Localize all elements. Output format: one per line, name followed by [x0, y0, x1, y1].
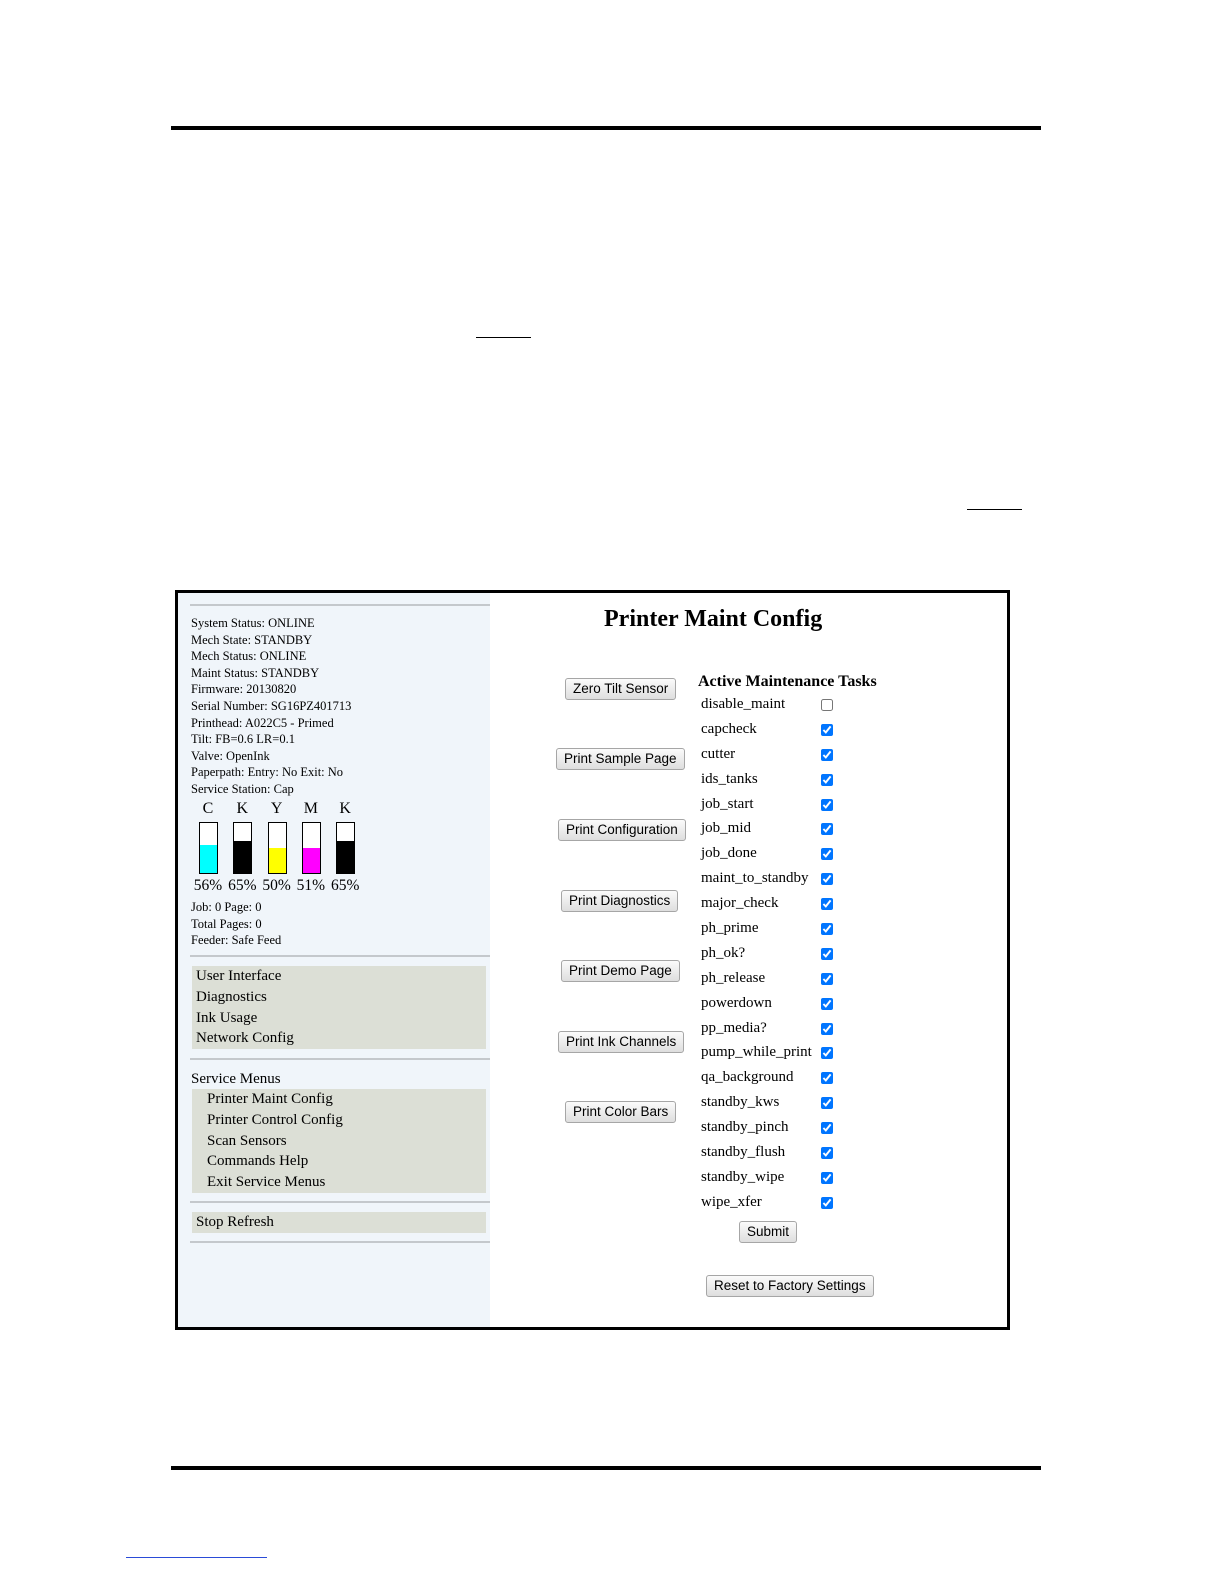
- sidebar-divider: [190, 604, 490, 606]
- task-row: [701, 817, 841, 842]
- task-row: [701, 718, 841, 743]
- ink-percent: 65%: [228, 877, 257, 894]
- task-label: powerdown: [701, 994, 772, 1011]
- task-checkbox[interactable]: [821, 1047, 833, 1059]
- ink-level-fill: [269, 848, 286, 873]
- task-label: ph_ok?: [701, 944, 746, 961]
- status-line: Mech State: STANDBY: [191, 632, 313, 647]
- task-label: cutter: [701, 745, 736, 762]
- ink-letter: M: [303, 800, 318, 817]
- ink-level-fill: [200, 845, 217, 873]
- task-row: [701, 842, 841, 867]
- text-underline: [967, 509, 1022, 510]
- task-label: pp_media?: [701, 1019, 767, 1036]
- task-row: [701, 1166, 841, 1191]
- status-line: Firmware: 20130820: [191, 682, 297, 697]
- task-label: job_start: [701, 795, 754, 812]
- ink-tank: [199, 822, 218, 874]
- task-label: job_done: [701, 845, 757, 862]
- task-row: [701, 1116, 841, 1141]
- task-checkbox[interactable]: [821, 774, 833, 786]
- task-row: [701, 892, 841, 917]
- ink-letter: K: [236, 800, 249, 817]
- task-checkbox[interactable]: [821, 699, 833, 711]
- task-row: [701, 793, 841, 818]
- task-row: [701, 942, 841, 967]
- task-checkbox[interactable]: [821, 998, 833, 1010]
- task-checkbox[interactable]: [821, 1122, 833, 1134]
- ink-level-fill: [234, 841, 251, 874]
- task-label: maint_to_standby: [701, 870, 809, 887]
- task-checkbox[interactable]: [821, 749, 833, 761]
- task-label: disable_maint: [701, 696, 786, 712]
- task-label: ph_release: [701, 969, 766, 986]
- task-checkbox[interactable]: [821, 1197, 833, 1209]
- task-checkbox[interactable]: [821, 1097, 833, 1109]
- stop-refresh-link[interactable]: Stop Refresh: [196, 1214, 274, 1230]
- sidebar-divider: [190, 1241, 490, 1243]
- submit-button[interactable]: Submit: [739, 1221, 797, 1243]
- task-label: wipe_xfer: [701, 1193, 762, 1210]
- task-label: standby_flush: [701, 1144, 786, 1161]
- print-sample-page-button[interactable]: Print Sample Page: [556, 748, 685, 770]
- web-ui-screenshot: [175, 590, 1010, 1330]
- zero-tilt-sensor-button[interactable]: Zero Tilt Sensor: [565, 678, 676, 700]
- ink-level-fill: [303, 848, 320, 874]
- ink-tank: [336, 822, 355, 874]
- task-row: [701, 1141, 841, 1166]
- task-row: [701, 1091, 841, 1116]
- status-line: Serial Number: SG16PZ401713: [191, 698, 352, 713]
- service-menu-item[interactable]: Printer Control Config: [207, 1111, 343, 1128]
- status-line: Paperpath: Entry: No Exit: No: [191, 765, 344, 780]
- task-label: ids_tanks: [701, 770, 758, 787]
- task-row: [701, 768, 841, 793]
- job-line: Job: 0 Page: 0: [191, 900, 262, 914]
- service-nav: [192, 1089, 486, 1193]
- ink-tank: [233, 822, 252, 874]
- task-label: capcheck: [701, 720, 757, 737]
- task-label: pump_while_print: [701, 1044, 812, 1061]
- ink-tank: [268, 822, 287, 874]
- page-title: Printer Maint Config: [604, 606, 823, 632]
- print-color-bars-button[interactable]: Print Color Bars: [565, 1101, 676, 1123]
- task-label: standby_wipe: [701, 1168, 785, 1185]
- task-checkbox[interactable]: [821, 1072, 833, 1084]
- task-checkbox[interactable]: [821, 1023, 833, 1035]
- job-line: Feeder: Safe Feed: [191, 933, 282, 948]
- task-checkbox[interactable]: [821, 799, 833, 811]
- print-configuration-button[interactable]: Print Configuration: [558, 819, 686, 841]
- refresh-box: [192, 1212, 486, 1233]
- status-panel: [191, 615, 351, 798]
- task-row: [701, 693, 841, 718]
- task-label: qa_background: [701, 1069, 794, 1086]
- service-menu-item[interactable]: Scan Sensors: [207, 1132, 287, 1149]
- task-row: [701, 1191, 841, 1216]
- service-menus-label: Service Menus: [191, 1071, 281, 1087]
- task-row: [701, 1041, 841, 1066]
- task-row: [701, 992, 841, 1017]
- task-label: ph_prime: [701, 920, 759, 937]
- page-bottom-rule: [171, 1466, 1041, 1470]
- ink-letter: Y: [270, 800, 283, 817]
- page-top-rule: [171, 126, 1041, 130]
- sidebar-divider: [190, 1058, 490, 1060]
- print-ink-channels-button[interactable]: Print Ink Channels: [558, 1031, 684, 1053]
- task-checkbox[interactable]: [821, 923, 833, 935]
- task-checkbox[interactable]: [821, 1172, 833, 1184]
- maintenance-task-list: [701, 693, 841, 1216]
- sidebar-divider: [190, 1201, 490, 1203]
- task-checkbox[interactable]: [821, 823, 833, 835]
- task-label: standby_kws: [701, 1094, 780, 1111]
- main-nav: [192, 966, 486, 1049]
- task-checkbox[interactable]: [821, 873, 833, 885]
- ink-percent: 50%: [262, 877, 291, 894]
- nav-item[interactable]: Diagnostics: [196, 988, 267, 1005]
- footer-link-underline: [126, 1557, 267, 1558]
- status-line: Valve: OpenInk: [191, 748, 270, 763]
- task-label: standby_pinch: [701, 1119, 789, 1136]
- nav-item[interactable]: User Interface: [196, 968, 282, 984]
- task-checkbox[interactable]: [821, 948, 833, 960]
- print-demo-page-button[interactable]: Print Demo Page: [561, 960, 680, 982]
- ink-letter: K: [339, 800, 351, 817]
- task-checkbox[interactable]: [821, 898, 833, 910]
- ink-percent: 51%: [296, 877, 326, 894]
- job-info: [191, 899, 281, 949]
- task-checkbox[interactable]: [821, 724, 833, 736]
- tasks-heading: Active Maintenance Tasks: [698, 673, 877, 690]
- sidebar-divider: [190, 955, 490, 957]
- job-line: Total Pages: 0: [191, 916, 262, 931]
- task-row: [701, 1066, 841, 1091]
- task-checkbox[interactable]: [821, 1147, 833, 1159]
- print-diagnostics-button[interactable]: Print Diagnostics: [561, 890, 678, 912]
- nav-item[interactable]: Network Config: [196, 1030, 294, 1047]
- task-row: [701, 1017, 841, 1042]
- nav-item[interactable]: Ink Usage: [196, 1009, 258, 1026]
- service-menu-item[interactable]: Exit Service Menus: [207, 1174, 326, 1191]
- task-label: major_check: [701, 895, 779, 912]
- text-underline: [476, 337, 531, 338]
- ink-level-fill: [337, 841, 354, 874]
- service-menu-item[interactable]: Commands Help: [207, 1153, 309, 1170]
- status-line: Mech Status: ONLINE: [191, 649, 307, 664]
- ink-percent: 65%: [330, 877, 360, 894]
- status-line: Maint Status: STANDBY: [191, 665, 320, 680]
- status-line: Tilt: FB=0.6 LR=0.1: [191, 732, 295, 747]
- status-line: Service Station: Cap: [191, 781, 294, 796]
- ink-percent: 56%: [193, 877, 223, 894]
- task-row: [701, 867, 841, 892]
- task-checkbox[interactable]: [821, 848, 833, 860]
- ink-tank: [302, 822, 321, 874]
- task-label: job_mid: [701, 820, 752, 837]
- status-line: Printhead: A022C5 - Primed: [191, 715, 334, 730]
- service-menu-item[interactable]: Printer Maint Config: [207, 1091, 333, 1107]
- ink-letter: C: [202, 800, 214, 817]
- reset-factory-button[interactable]: Reset to Factory Settings: [706, 1275, 874, 1297]
- sidebar: [178, 593, 490, 1327]
- status-line: System Status: ONLINE: [191, 616, 315, 630]
- task-row: [701, 743, 841, 768]
- task-row: [701, 967, 841, 992]
- task-row: [701, 917, 841, 942]
- task-checkbox[interactable]: [821, 973, 833, 985]
